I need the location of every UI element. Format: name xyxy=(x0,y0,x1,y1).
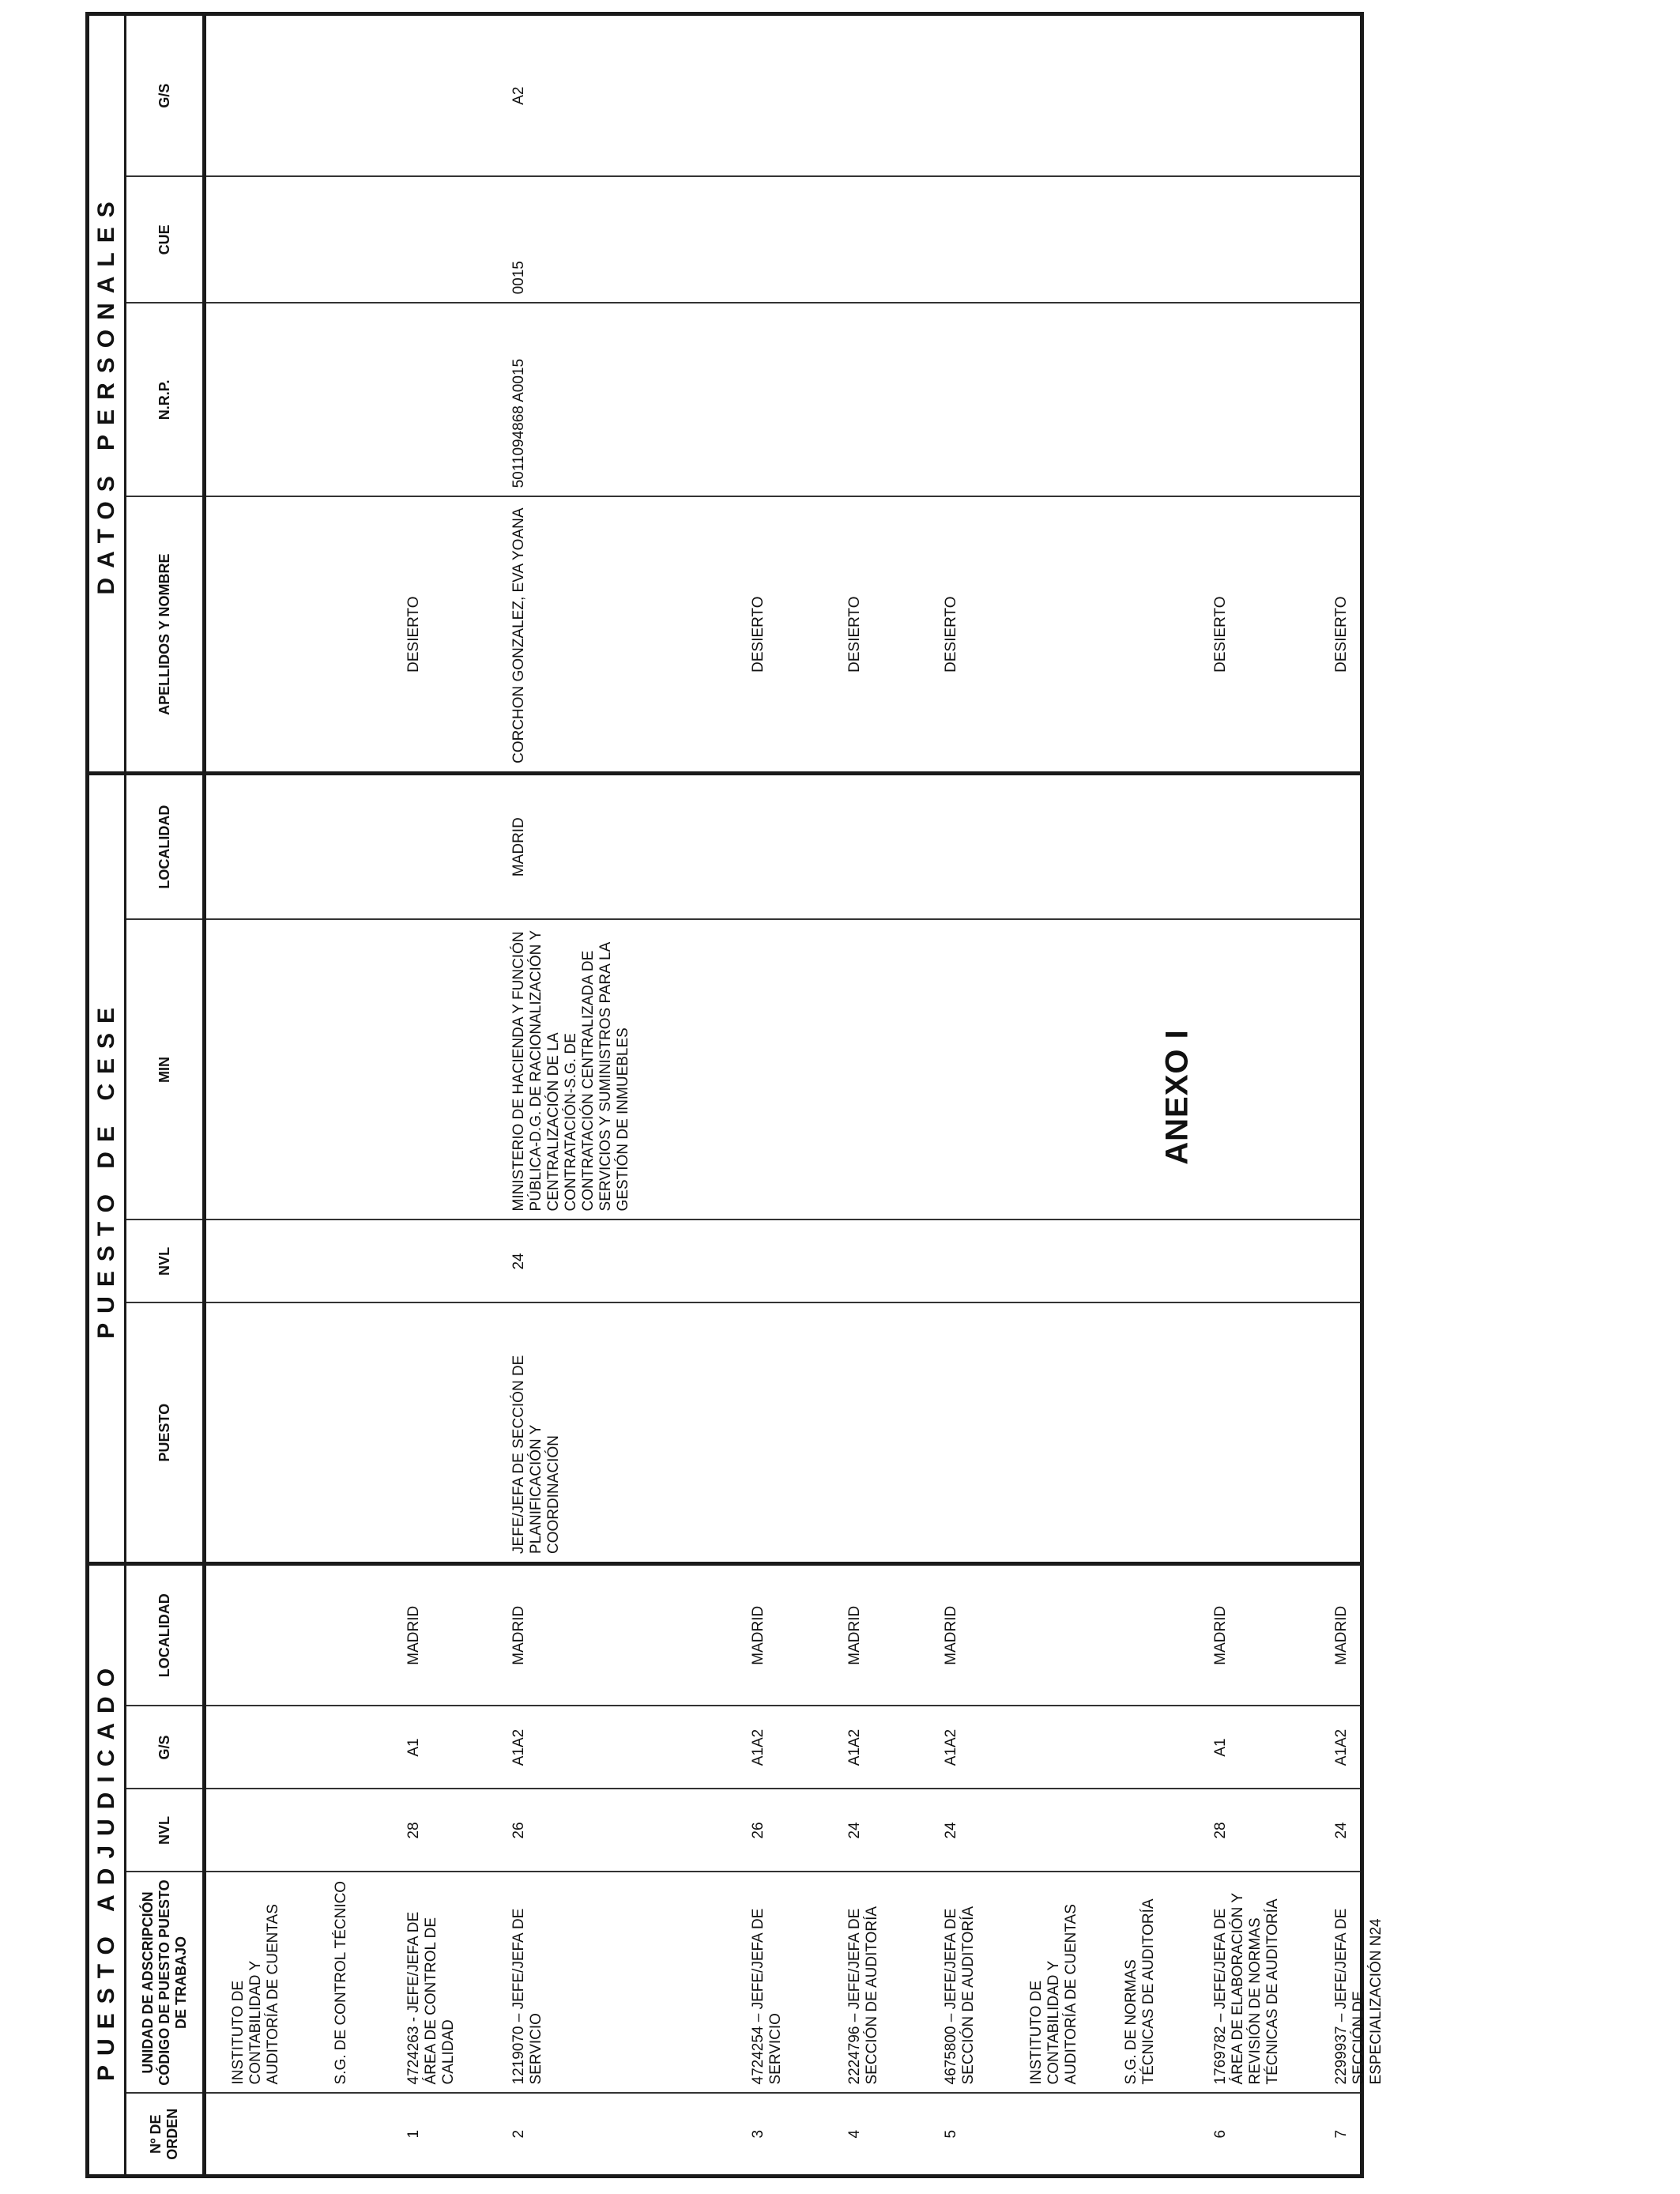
row-4-puesto: 2224796 – JEFE/JEFA DE SECCIÓN DE AUDITORÍA xyxy=(846,1906,880,2085)
row-1-nvl: 28 xyxy=(405,1822,422,1839)
row-7-orden: 7 xyxy=(1333,2129,1350,2139)
row-2-puesto: 1219070 – JEFE/JEFA DE SERVICIO xyxy=(510,1908,544,2085)
header-orden: Nº DE ORDEN xyxy=(126,2094,205,2177)
column-apellidos xyxy=(205,496,1362,773)
row-4-orden: 4 xyxy=(846,2129,863,2139)
row-3-gs: A1A2 xyxy=(750,1728,767,1766)
row-2-gs: A1A2 xyxy=(510,1728,527,1766)
group-header-adjudicado: PUESTO ADJUDICADO xyxy=(88,1563,126,2176)
row-2-min: MINISTERIO DE HACIENDA Y FUNCIÓN PÚBLICA-D.G. DE RACIONALIZACIÓN Y CENTRALIZACIÓN DE LA CONTRATACIÓN-S.G. DE CONTRATACIÓN CENTRALIZADA DE SERVICIOS Y SUMINISTROS PARA LA GESTIÓN DE INMUEBLES xyxy=(510,930,631,1212)
header-gs-personales: G/S xyxy=(126,13,205,176)
column-cue xyxy=(205,176,1362,303)
header-localidad-adjudicado: LOCALIDAD xyxy=(126,1563,205,1706)
row-2-cue: 0015 xyxy=(510,261,527,295)
row-5-apellidos: DESIERTO xyxy=(943,596,959,673)
row-6-apellidos: DESIERTO xyxy=(1212,596,1229,673)
row-5-localidad: MADRID xyxy=(943,1605,959,1665)
row-2-gs-personales: A2 xyxy=(510,86,527,105)
row-2-nvl-cese: 24 xyxy=(510,1253,527,1270)
row-6-nvl: 28 xyxy=(1212,1822,1229,1839)
row-7-puesto: 2299937 – JEFE/JEFA DE SECCIÓN DE ESPECIALIZACIÓN N24 xyxy=(1333,1908,1384,2085)
column-nvl-adjudicado xyxy=(205,1789,1362,1872)
column-unidad xyxy=(205,1872,1384,2094)
row-3-apellidos: DESIERTO xyxy=(750,596,767,673)
row-5-nvl: 24 xyxy=(943,1822,959,1839)
column-orden xyxy=(205,2094,1362,2177)
row-7-nvl: 24 xyxy=(1333,1822,1350,1839)
row-2-localidad-cese: MADRID xyxy=(510,817,527,877)
header-nvl-adjudicado: NVL xyxy=(126,1789,205,1872)
row-6-gs: A1 xyxy=(1212,1738,1229,1757)
column-nrp xyxy=(205,303,1362,496)
unit-name: INSTITUTO DE CONTABILIDAD Y AUDITORÍA DE CUENTAS xyxy=(230,1904,281,2085)
row-7-apellidos: DESIERTO xyxy=(1333,596,1350,673)
subunit-name: S.G. DE NORMAS TÉCNICAS DE AUDITORÍA xyxy=(1123,1898,1157,2085)
row-1-apellidos: DESIERTO xyxy=(405,596,422,673)
row-4-gs: A1A2 xyxy=(846,1728,863,1766)
column-localidad-cese xyxy=(205,773,1362,919)
row-4-nvl: 24 xyxy=(846,1822,863,1839)
header-localidad-cese: LOCALIDAD xyxy=(126,773,205,919)
row-1-gs: A1 xyxy=(405,1738,422,1757)
header-nvl-cese: NVL xyxy=(126,1220,205,1302)
column-gs-personales xyxy=(205,13,1362,176)
row-2-apellidos: CORCHON GONZALEZ, EVA YOANA xyxy=(510,507,527,763)
header-unidad: UNIDAD DE ADSCRIPCIÓN CÓDIGO DE PUESTO PUESTO DE TRABAJO xyxy=(126,1872,205,2094)
column-nvl-cese xyxy=(205,1220,1362,1302)
row-2-nrp: 5011094868 A0015 xyxy=(510,358,527,488)
subunit-name: S.G. DE CONTROL TÉCNICO xyxy=(333,1880,349,2085)
row-5-orden: 5 xyxy=(943,2129,959,2139)
row-6-localidad: MADRID xyxy=(1212,1605,1229,1665)
header-min: MIN xyxy=(126,919,205,1220)
row-3-puesto: 4724254 – JEFE/JEFA DE SERVICIO xyxy=(750,1908,784,2085)
header-gs-adjudicado: G/S xyxy=(126,1706,205,1789)
row-5-gs: A1A2 xyxy=(943,1728,959,1766)
row-4-localidad: MADRID xyxy=(846,1605,863,1665)
row-1-localidad: MADRID xyxy=(405,1605,422,1665)
column-min xyxy=(205,919,1362,1220)
column-localidad-adjudicado xyxy=(205,1563,1362,1706)
group-header-cese: PUESTO DE CESE xyxy=(88,773,126,1563)
page-title: ANEXO I xyxy=(1159,1029,1195,1165)
row-1-puesto: 4724263 - JEFE/JEFA DE ÁREA DE CONTROL DE CALIDAD xyxy=(405,1911,457,2085)
group-header-personales: DATOS PERSONALES xyxy=(88,13,126,773)
row-3-nvl: 26 xyxy=(750,1822,767,1839)
row-4-apellidos: DESIERTO xyxy=(846,596,863,673)
header-nrp: N.R.P. xyxy=(126,303,205,496)
row-7-gs: A1A2 xyxy=(1333,1728,1350,1766)
row-3-localidad: MADRID xyxy=(750,1605,767,1665)
annex-table xyxy=(85,12,1384,2178)
annex-table-wrapper xyxy=(85,16,1384,2178)
row-5-puesto: 4675800 – JEFE/JEFA DE SECCIÓN DE AUDITORÍA xyxy=(943,1906,977,2085)
header-cue: CUE xyxy=(126,176,205,303)
row-6-puesto: 1769782 – JEFE/JEFA DE ÁREA DE ELABORACIÓN Y REVISIÓN DE NORMAS TÉCNICAS DE AUDITORÍA xyxy=(1212,1893,1281,2085)
row-6-orden: 6 xyxy=(1212,2129,1229,2139)
row-2-nvl: 26 xyxy=(510,1822,527,1839)
header-puesto: PUESTO xyxy=(126,1302,205,1563)
unit-name: INSTITUTO DE CONTABILIDAD Y AUDITORÍA DE CUENTAS xyxy=(1028,1904,1079,2085)
row-7-localidad: MADRID xyxy=(1333,1605,1350,1665)
column-gs-adjudicado xyxy=(205,1706,1362,1789)
row-1-orden: 1 xyxy=(405,2129,422,2139)
row-2-orden: 2 xyxy=(510,2129,527,2139)
row-2-localidad: MADRID xyxy=(510,1605,527,1665)
column-puesto-cese xyxy=(205,1302,1362,1563)
row-2-puesto-cese: JEFE/JEFA DE SECCIÓN DE PLANIFICACIÓN Y COORDINACIÓN xyxy=(510,1355,562,1554)
row-3-orden: 3 xyxy=(750,2129,767,2139)
header-apellidos: APELLIDOS Y NOMBRE xyxy=(126,496,205,773)
